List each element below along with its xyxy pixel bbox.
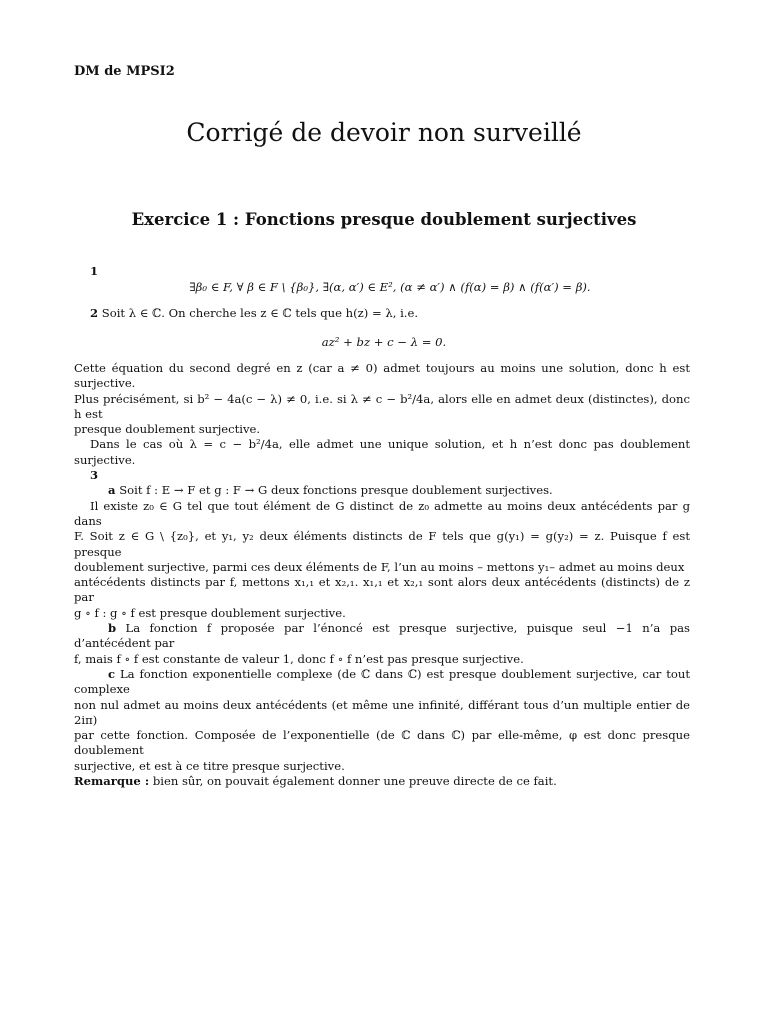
question-2-equation: az² + bz + c − λ = 0. [321,335,447,349]
q3a-line-5: g ∘ f : g ∘ f est presque doublement surjective. [74,605,346,620]
q3b-text-1: La fonction f proposée par l’énoncé est presque surjective, puisque seul −1 n’a pas d’antécédent par [74,621,690,651]
answer-body [74,361,690,789]
question-2-number: 2 [90,306,99,320]
q3b-label: b [108,621,117,636]
question-2-intro-line [90,306,418,321]
q2-paragraph-line-2: Plus précisément, si b² − 4a(c − λ) ≠ 0, i.e. si λ ≠ c − b²/4a, alors elle en admet deux (distinctes), donc h est [74,391,690,421]
q3c-text-1: La fonction exponentielle complexe (de ℂ dans ℂ) est presque doublement surjective, car tout complexe [74,666,690,697]
q2-paragraph-2: Dans le cas où λ = c − b²/4a, elle admet une unique solution, et h n’est donc pas doublement surjective. [74,437,690,467]
q3a-line-3: doublement surjective, parmi ces deux éléments de F, l’un au moins – mettons y₁– admet au moins deux [74,559,685,574]
q3a-label: a [108,483,116,498]
question-1-formula: ∃β₀ ∈ F, ∀ β ∈ F \ {β₀}, ∃(α, α′) ∈ E², (α ≠ α′) ∧ (f(α) = β) ∧ (f(α′) = β). [189,280,591,294]
document-title: Corrigé de devoir non surveillé [186,118,582,147]
question-3-number: 3 [90,468,99,483]
q3c-line-2: non nul admet au moins deux antécédents (et même une infinité, différant tous d’un multiple entier de 2iπ) [74,697,690,727]
q3a-line-1: Il existe z₀ ∈ G tel que tout élément de G distinct de z₀ admette au moins deux antécédents par g dans [74,498,690,528]
question-2-intro: Soit λ ∈ ℂ. On cherche les z ∈ ℂ tels que h(z) = λ, i.e. [101,306,419,320]
q2-paragraph-line-3: presque doublement surjective. [74,422,261,437]
remark-line [74,774,690,789]
q3a-line-4: antécédents distincts par f, mettons x₁,₁ et x₂,₁. x₁,₁ et x₂,₁ sont alors deux antécédents (distincts) de z par [74,575,690,605]
q3c-line-3: par cette fonction. Composée de l’exponentielle (de ℂ dans ℂ) par elle-même, φ est donc presque doublement [74,728,690,758]
q3b-line-2: f, mais f ∘ f est constante de valeur 1, donc f ∘ f n’est pas presque surjective. [74,651,524,666]
q3b-line-1 [74,621,690,652]
q3c-line-4: surjective, et est à ce titre presque surjective. [74,758,345,773]
q2-paragraph-line-1: Cette équation du second degré en z (car a ≠ 0) admet toujours au moins une solution, donc h est surjective. [74,361,690,391]
remark-label: Remarque : [74,774,150,789]
q3c-line-1 [74,667,690,698]
course-header: DM de MPSI2 [74,64,175,79]
q3c-label: c [108,666,116,681]
remark-text: bien sûr, on pouvait également donner une preuve directe de ce fait. [152,774,557,789]
q3a-line-2: F. Soit z ∈ G \ {z₀}, et y₁, y₂ deux éléments distincts de F tels que g(y₁) = g(y₂) = z. Puisque f est presque [74,529,690,559]
q3a-intro: Soit f : E → F et g : F → G deux fonctions presque doublement surjectives. [119,483,553,498]
exercise-title: Exercice 1 : Fonctions presque doublement surjectives [131,210,637,229]
question-1-number: 1 [90,264,99,278]
q3a-intro-line [74,483,690,498]
question-3-number-line [74,468,690,483]
